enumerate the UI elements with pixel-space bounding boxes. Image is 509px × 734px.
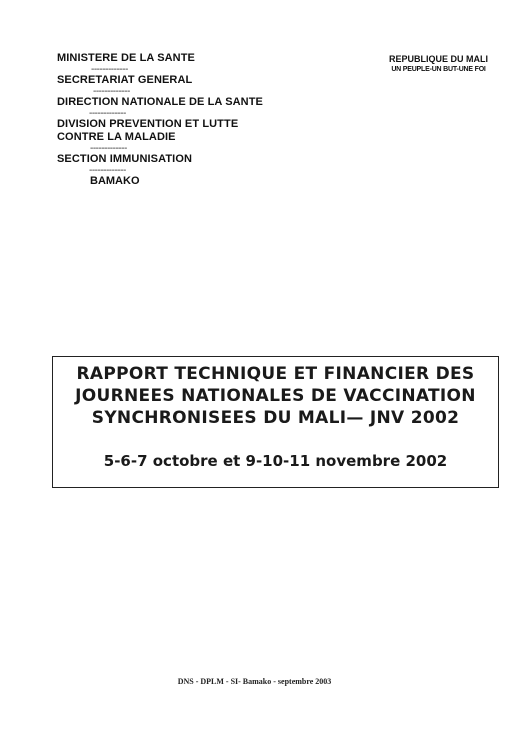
section-name: SECTION IMMUNISATION	[57, 153, 193, 165]
republic-name: REPUBLIQUE DU MALI	[389, 54, 488, 64]
report-title-line2: JOURNEES NATIONALES DE VACCINATION	[75, 386, 476, 406]
report-title-box	[52, 356, 499, 488]
ministry-name: MINISTERE DE LA SANTE	[57, 52, 195, 64]
republic-block	[376, 53, 501, 75]
separator: -------------	[89, 108, 126, 119]
separator: -------------	[90, 143, 127, 154]
separator: -------------	[93, 86, 130, 97]
secretariat-name: SECRETARIAT GENERAL	[57, 74, 193, 86]
report-title-line3: SYNCHRONISEES DU MALI— JNV 2002	[91, 408, 460, 428]
division-name-line2: CONTRE LA MALADIE	[57, 131, 176, 143]
national-motto: UN PEUPLE-UN BUT-UNE FOI	[391, 66, 486, 73]
campaign-dates: 5-6-7 octobre et 9-10-11 novembre 2002	[103, 452, 448, 470]
city-name: BAMAKO	[90, 175, 140, 187]
separator: -------------	[89, 165, 126, 176]
issuing-authority-block	[57, 52, 317, 188]
direction-name: DIRECTION NATIONALE DE LA SANTE	[57, 96, 263, 108]
separator: -------------	[91, 64, 128, 75]
report-title-line1: RAPPORT TECHNIQUE ET FINANCIER DES	[76, 364, 475, 384]
division-name-line1: DIVISION PREVENTION ET LUTTE	[57, 118, 239, 130]
page-footer: DNS - DPLM - SI- Bamako - septembre 2003	[177, 677, 332, 686]
